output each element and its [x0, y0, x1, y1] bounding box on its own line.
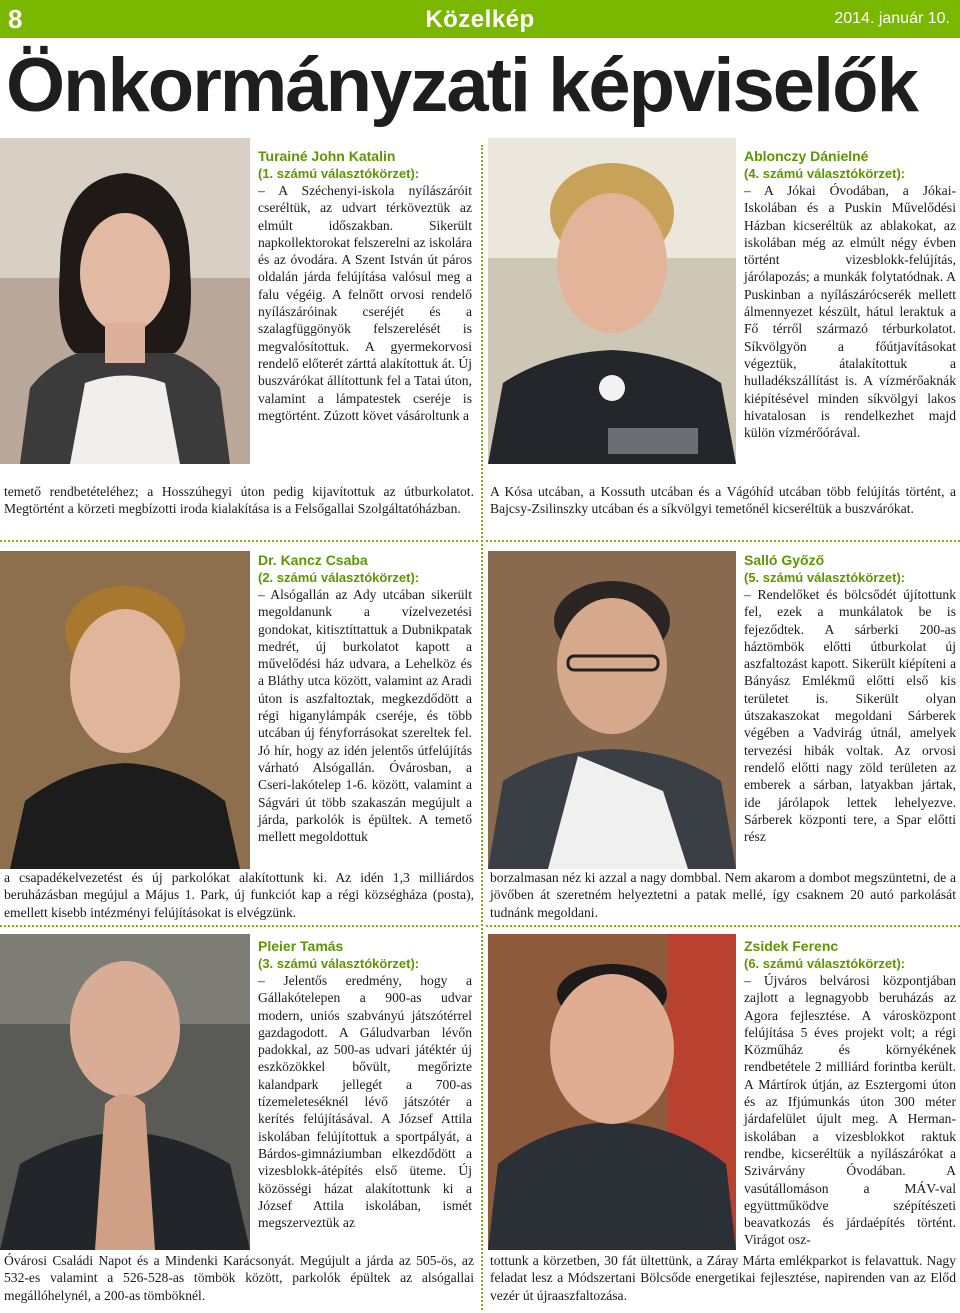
portrait-photo — [488, 138, 736, 464]
article-1 — [258, 148, 472, 424]
article-text: – Újváros belvárosi központjában zajlott a legnagyobb beruházás az Agora fejlesztése. A városközpont felújítása 5 éves projekt volt; a régi Közműház és környékének rendbetétele 2 milliárd forintba került. A Mártírok útján, az Esztergomi úton és az Ifjúmunkás úton 300 méter járdafelület újult meg. A Herman-iskolában a vizesblokkot raktuk rendbe, kicseréltük a nyílászárókat a Szivárvány Óvodában. A vasútállomáson a MÁV-val együttműködve szépítészeti beavatkozás és járdaépítés történt. Virágot osz- — [744, 973, 956, 1248]
portrait-photo — [488, 551, 736, 869]
article-3-continuation: a csapadékelvezetést és új parkolókat alakítottunk ki. Az idén 1,3 milliárdos beruházásban megújul a Május 1. Park, új funkciót kap a régi községháza (posta), emellett kisebb intézményi felújításokat is elvégzünk. — [4, 870, 474, 920]
row-divider — [486, 925, 960, 927]
article-2-continuation: A Kósa utcában, a Kossuth utcában és a Vágóhíd utcában több felújítás történt, a Bajcsy-Zsilinszky utcában és a síkvölgyi temetőnél kicseréltük a buszvárókat. — [490, 484, 956, 517]
district-label: (6. számú választókörzet): — [744, 956, 906, 971]
person-name: Salló Győző — [744, 552, 825, 568]
section-title: Közelkép — [425, 6, 535, 33]
page-number: 8 — [8, 4, 23, 34]
district-label: (2. számú választókörzet): — [258, 570, 420, 585]
article-text: – A Jókai Óvodában, a Jókai-Iskolában és a Puskin Művelődési Házban kicseréltük az ablakokat, az iskolában még az elmúlt négy évben történt vizesblokk-felújítás, járólapozás; a munkák folytatódnak. A Puskinban a nyílászárócserék mellett álmennyezet készült, hátul leraktuk a Fő térről származó térburkolatot. Síkvölgyön a főútjavításokat végeztük, átalakítottuk a hulladékszállítást is. A vízmérőaknák kiépítésével minden síkvölgyi lakos hivatalosan is rendelkezhet majd külön vízmérőórával. — [744, 183, 956, 441]
person-name: Pleier Tamás — [258, 938, 344, 954]
row-divider — [486, 540, 960, 542]
portrait-photo — [0, 138, 250, 464]
district-label: (3. számú választókörzet): — [258, 956, 420, 971]
article-5-continuation: Óvárosi Családi Napot és a Mindenki Karácsonyát. Megújult a járda az 505-ös, az 532-es valamint a 526-528-as tömbök között, parkolók épültek az alsógallai megállóhelynél, a 200-as tömböknél. — [4, 1253, 474, 1303]
article-3 — [258, 552, 472, 845]
district-label: (5. számú választókörzet): — [744, 570, 906, 585]
article-1-continuation: temető rendbetételéhez; a Hosszúhegyi úton pedig kijavítottuk az útburkolatot. Megtörtént a körzeti megbízotti iroda kialakítása is a Felsőgallai Szolgáltatóházban. — [4, 484, 474, 517]
portrait-photo — [488, 934, 736, 1250]
district-label: (4. számú választókörzet): — [744, 166, 906, 181]
article-6-continuation: tottunk a körzetben, 30 fát ültettünk, a Záray Márta emlékparkot is felavattuk. Nagy feladat lesz a Módszertani Bölcsőde energetikai fejlesztése, napirenden van az Előd vezér út újraaszfaltozása. — [490, 1253, 956, 1303]
district-label: (1. számú választókörzet): — [258, 166, 420, 181]
page-header-bar — [0, 0, 960, 38]
issue-date: 2014. január 10. — [834, 10, 950, 27]
page-headline: Önkormányzati képviselők — [6, 43, 917, 128]
article-text: – Alsógallán az Ady utcában sikerült megoldanunk a vízelvezetési gondokat, kitisztíttattuk a Dubnikpatak medrét, új burkolatot kapott a művelődési ház udvara, a Lehelköz és a Bláthy utca között, valamint az Aradi úton is aszfaltoztak, megkezdődött a régi higanylámpák cseréje, és több utcában új fényforrásokat szereltek fel. Jó hír, hogy az idén jelentős útfelújítás várható Alsógallán. Óvárosban, a Cseri-lakótelep 1-6. között, valamint a Ságvári út több szakaszán megújult a járda, parkolók is épültek. A temető mellett megoldottuk — [258, 587, 472, 845]
row-divider — [0, 925, 478, 927]
article-2 — [744, 148, 956, 441]
article-text: – A Széchenyi-iskola nyílászáróit cseréltük, az udvart térköveztük az elmúlt időszakban. Sikerült napkollektorokat felszerelni az iskolára és az óvodára. A Szent István út páros oldalán járda felújítása valósul meg a falu végéig. A felnőtt orvosi rendelő nyílászáróinak cseréjét és a szalagfüggönyök felszerelését is megvalósítottuk. A gyermekorvosi rendelő előterét zárttá alakítottuk át. Új buszvárókat állítottunk fel a Tatai úton, valamint a lámpatestek cseréje is megtörtént. Zúzott követ vásároltunk a — [258, 183, 473, 423]
article-4-continuation: borzalmasan néz ki azzal a nagy dombbal. Nem akarom a dombot megszüntetni, de a jövőben át szeretném helyeztetni a patak mellé, így csaknem 20 autó parkolását tudnánk megoldani. — [490, 870, 956, 920]
article-6 — [744, 938, 956, 1249]
row-divider — [0, 540, 478, 542]
person-name: Ablonczy Dánielné — [744, 148, 869, 164]
article-text: – Rendelőket és bölcsődét újítottunk fel, ezek a munkálatok be is fejeződtek. A sárberki 200-as háztömbök előtti útburkolat új aszfaltozást kapott. Sikerült kiépíteni a Bányász Emlékmű előtti első kis területet is. Sikerült olyan útszakaszokat megoldani Sárberek végében a Vadvirág útnál, amelyek tervezési hibák voltak. Az orvosi rendelő előtti nagy zöld területen az emberek a sárban, latyakban jártak, ide járólapok lettek lehelyezve. Sárberek központi tere, a Spar előtti rész — [744, 587, 956, 845]
column-divider — [481, 145, 483, 1310]
person-name: Dr. Kancz Csaba — [258, 552, 368, 568]
portrait-photo — [0, 934, 250, 1250]
article-text: – Jelentős eredmény, hogy a Gállakótelepen a 900-as udvar modern, uniós szabványú játszótérrel gazdagodott. A Gáludvarban lévőn padokkal, az 500-as udvari játéktér új eszközökkel bővült, megőrizte kalandpark jellegét a 700-as tízemeleteséknél lévő játszótér a kerítés felújításával. A József Attila iskolában felújítottuk a sportpályát, a Bárdos-gimnáziumban elkezdődött a vizesblokk-átépítés első üteme. Új közösségi házat alakítottunk ki a József Attila iskolában, ismét megszerveztük az — [258, 973, 472, 1231]
person-name: Turainé John Katalin — [258, 148, 396, 164]
article-5 — [258, 938, 472, 1231]
portrait-photo — [0, 551, 250, 869]
person-name: Zsidek Ferenc — [744, 938, 839, 954]
article-4 — [744, 552, 956, 845]
